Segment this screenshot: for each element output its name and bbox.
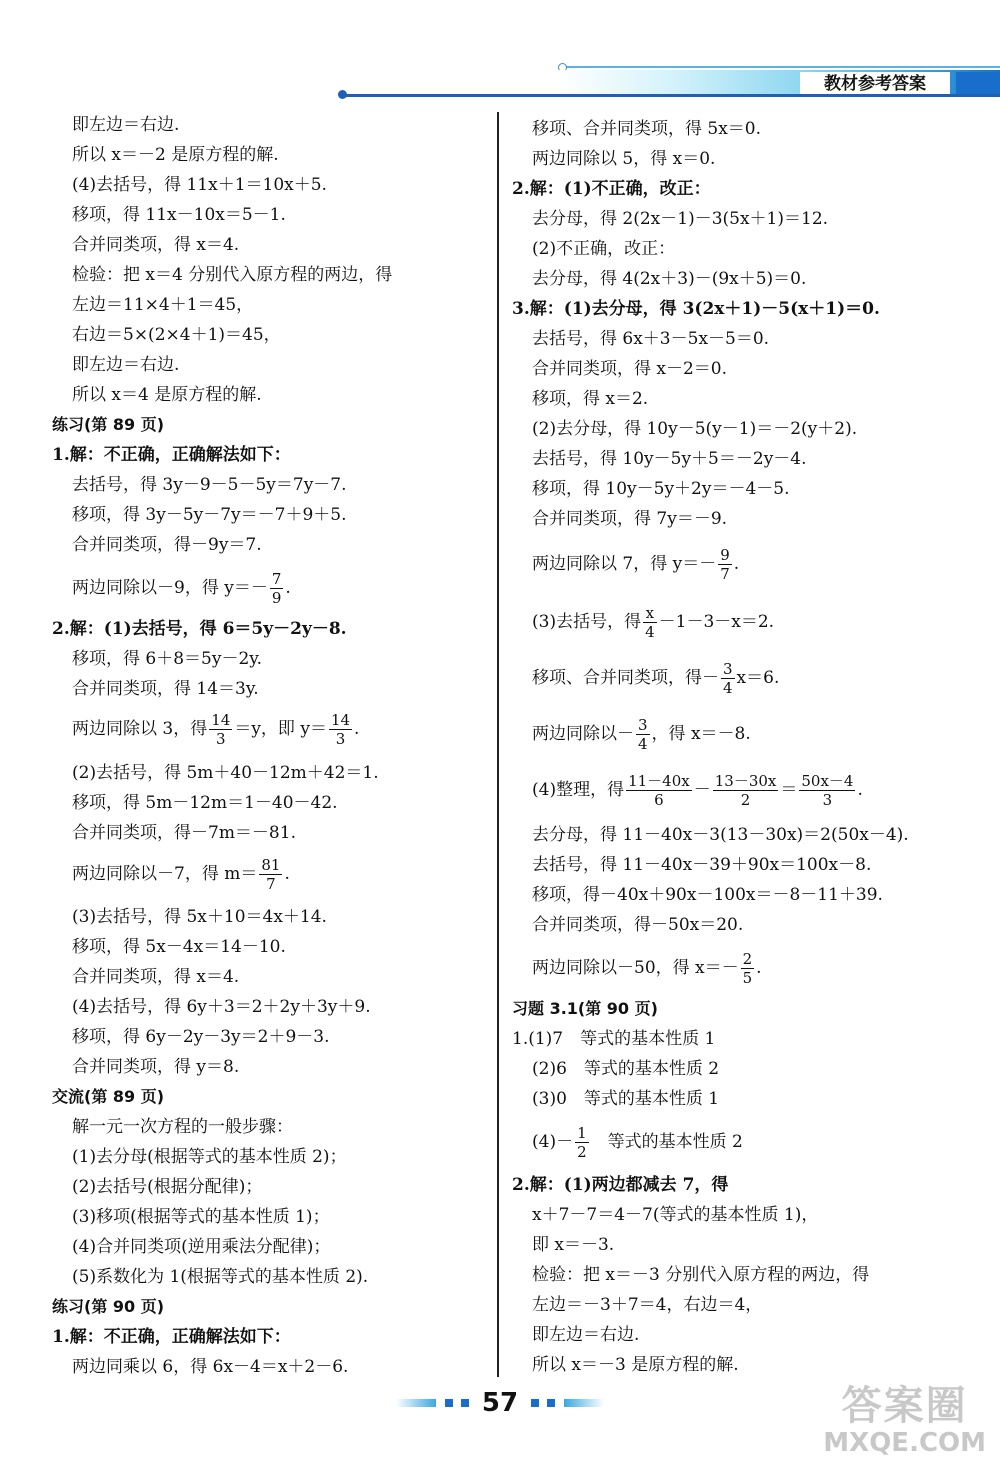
text-line: 1.(1)7 等式的基本性质 1 [512, 1029, 716, 1049]
text-line: 解一元一次方程的一般步骤： [72, 1117, 293, 1137]
math-line [532, 772, 863, 809]
text-line: 检验：把 x＝－3 分别代入原方程的两边，得 [532, 1265, 870, 1285]
problem-label: 1.解：不正确，正确解法如下： [52, 1327, 291, 1347]
math-text: 两边同除以－9，得 y＝－ [72, 578, 268, 598]
footer-decoration-right [564, 1399, 604, 1407]
text-line: 左边＝－3＋7＝4，右边＝4， [532, 1295, 763, 1315]
math-text: (4)整理，得 [532, 780, 625, 800]
text-line: 移项，得－40x＋90x－100x＝－8－11＋39. [532, 885, 883, 905]
text-line: 合并同类项，得－9y＝7. [72, 535, 262, 555]
text-line: 左边＝11×4＋1＝45， [72, 295, 254, 315]
text-line: 去括号，得 6x＋3－5x－5＝0. [532, 329, 770, 349]
text-line: 合并同类项，得 y＝8. [72, 1057, 240, 1077]
text-line: (3)移项(根据等式的基本性质 1)； [72, 1207, 330, 1227]
math-text: . [733, 554, 740, 574]
text-line: 移项，得 11x－10x＝5－1. [72, 205, 286, 225]
fraction [270, 570, 284, 607]
text-line: 合并同类项，得－7m＝－81. [72, 823, 296, 843]
footer-square [547, 1399, 555, 1407]
math-line [532, 660, 779, 697]
math-text: ，得 x＝－8. [651, 724, 751, 744]
text-line: 合并同类项，得 x＝4. [72, 967, 240, 987]
fraction [209, 711, 232, 748]
denominator: 2 [740, 791, 751, 809]
math-text: 移项、合并同类项，得－ [532, 668, 719, 688]
text-line: 去分母，得 2(2x－1)－3(5x＋1)＝12. [532, 209, 829, 229]
math-line [72, 570, 291, 607]
numerator: 1 [577, 1124, 587, 1142]
numerator: 14 [330, 711, 351, 729]
text-line: (2)去括号(根据分配律)； [72, 1177, 263, 1197]
text-line: (2)6 等式的基本性质 2 [532, 1059, 720, 1079]
text-line: 检验：把 x＝4 分别代入原方程的两边，得 [72, 265, 393, 285]
math-text: －1－3－x＝2. [658, 612, 775, 632]
section-heading: 练习(第 90 页) [52, 1297, 165, 1316]
fraction [713, 772, 779, 809]
text-line: 即左边＝右边. [72, 355, 180, 375]
denominator: 5 [742, 969, 753, 987]
text-line: (2)去括号，得 5m＋40－12m＋42＝1. [72, 763, 379, 783]
fraction [643, 604, 657, 641]
text-line: (5)系数化为 1(根据等式的基本性质 2). [72, 1267, 369, 1287]
denominator: 7 [266, 875, 276, 893]
numerator: 81 [261, 856, 281, 874]
numerator: 7 [271, 570, 282, 588]
denominator: 4 [638, 735, 648, 753]
fraction [259, 856, 282, 893]
text-line: 即左边＝右边. [532, 1325, 640, 1345]
fraction [329, 711, 352, 748]
math-text: . [857, 780, 863, 800]
denominator: 3 [216, 730, 226, 748]
text-line: (4)合并同类项(逆用乘法分配律)； [72, 1237, 331, 1257]
section-heading: 练习(第 89 页) [52, 415, 165, 434]
text-line: 右边＝5×(2×4＋1)＝45， [72, 325, 281, 345]
numerator: 11－40x [628, 772, 690, 790]
header-line [345, 94, 1000, 97]
footer-square [445, 1399, 453, 1407]
denominator: 4 [723, 679, 733, 697]
text-line: 合并同类项，得 7y＝－9. [532, 509, 728, 529]
text-line: 合并同类项，得 14＝3y. [72, 679, 259, 699]
watermark [823, 1384, 986, 1458]
math-text: (4)－ [532, 1132, 574, 1152]
text-line: 去分母，得 4(2x＋3)－(9x＋5)＝0. [532, 269, 807, 289]
math-text: 两边同除以 7，得 y＝－ [532, 554, 717, 574]
fraction [575, 1124, 589, 1161]
math-text: x＝6. [736, 668, 780, 688]
text-line: (1)去分母(根据等式的基本性质 2)； [72, 1147, 347, 1167]
text-line: 合并同类项，得－50x＝20. [532, 915, 744, 935]
text-line: 去括号，得 10y－5y＋5＝－2y－4. [532, 449, 807, 469]
text-line: 去分母，得 11－40x－3(13－30x)＝2(50x－4). [532, 825, 909, 845]
math-line [532, 716, 751, 753]
text-line: (2)不正确，改正： [532, 239, 676, 259]
math-line [532, 546, 739, 583]
text-line: 移项，得 3y－5y－7y＝－7＋9＋5. [72, 505, 347, 525]
header-title: 教材参考答案 [800, 72, 950, 96]
footer-square [531, 1399, 539, 1407]
text-line: 合并同类项，得 x＝4. [72, 235, 240, 255]
watermark-logo-text: 答案圈 [841, 1383, 968, 1429]
math-text: . [284, 864, 290, 884]
text-line: 合并同类项，得 x－2＝0. [532, 359, 728, 379]
page-number: 57 [481, 1388, 519, 1418]
section-heading: 习题 3.1(第 90 页) [512, 999, 658, 1018]
numerator: 14 [211, 711, 231, 729]
math-text: 两边同除以－50，得 x＝－ [532, 958, 739, 978]
fraction [636, 716, 650, 753]
text-line: 移项，得 6y－2y－3y＝2＋9－3. [72, 1027, 330, 1047]
text-line: 即 x＝－3. [532, 1235, 615, 1255]
numerator: 9 [720, 546, 730, 564]
numerator: x [643, 604, 657, 623]
text-line: 移项，得 10y－5y＋2y＝－4－5. [532, 479, 790, 499]
math-line [532, 950, 762, 987]
problem-label: 2.解：(1)不正确，改正： [512, 179, 711, 199]
text-line: 移项，得 5x－4x＝14－10. [72, 937, 286, 957]
denominator: 9 [271, 589, 282, 607]
text-line: 移项，得 6＋8＝5y－2y. [72, 649, 263, 669]
math-line [72, 711, 359, 748]
fraction [741, 950, 755, 987]
text-line: x＋7－7＝4－7(等式的基本性质 1)， [532, 1205, 819, 1225]
math-text: 两边同除以－ [532, 724, 634, 744]
fraction [721, 660, 735, 697]
math-text: ＝y，即 y＝ [234, 719, 327, 739]
denominator: 7 [720, 565, 730, 583]
math-line [72, 856, 290, 893]
math-line [532, 604, 774, 641]
text-line: (4)去括号，得 6y＋3＝2＋2y＋3y＋9. [72, 997, 371, 1017]
numerator: 3 [638, 716, 648, 734]
text-line: 移项，得 x＝2. [532, 389, 649, 409]
text-line: (4)去括号，得 11x＋1＝10x＋5. [72, 175, 327, 195]
math-text: 等式的基本性质 2 [590, 1132, 743, 1152]
text-line: 移项、合并同类项，得 5x＝0. [532, 119, 762, 139]
watermark-url: MXQE.COM [823, 1428, 986, 1458]
denominator: 6 [654, 791, 664, 809]
denominator: 3 [335, 730, 346, 748]
footer-decoration-left [396, 1399, 436, 1407]
numerator: 2 [742, 950, 753, 968]
column-divider [497, 112, 499, 1377]
numerator: 50x－4 [801, 772, 854, 790]
denominator: 3 [822, 791, 833, 809]
text-line: (2)去分母，得 10y－5(y－1)＝－2(y＋2). [532, 419, 858, 439]
math-line [532, 1124, 743, 1161]
numerator: 3 [723, 660, 733, 678]
text-line: 去括号，得 3y－9－5－5y＝7y－7. [72, 475, 347, 495]
math-text: . [285, 578, 291, 598]
text-line: 所以 x＝－3 是原方程的解. [532, 1355, 739, 1375]
fraction [718, 546, 732, 583]
math-text: . [756, 958, 762, 978]
header-thin-line [566, 66, 1000, 68]
numerator: 13－30x [714, 772, 777, 790]
text-line: 所以 x＝4 是原方程的解. [72, 385, 262, 405]
footer-square [461, 1399, 469, 1407]
problem-label: 2.解：(1)去括号，得 6＝5y－2y－8. [52, 619, 347, 639]
text-line: 两边同除以 5，得 x＝0. [532, 149, 716, 169]
text-line: 移项，得 5m－12m＝1－40－42. [72, 793, 338, 813]
math-text: ＝ [780, 780, 798, 800]
text-line: 即左边＝右边. [72, 115, 180, 135]
text-line: 去括号，得 11－40x－39＋90x＝100x－8. [532, 855, 872, 875]
text-line: (3)0 等式的基本性质 1 [532, 1089, 720, 1109]
section-heading: 交流(第 89 页) [52, 1087, 165, 1106]
problem-label: 3.解：(1)去分母，得 3(2x＋1)－5(x＋1)＝0. [512, 299, 880, 319]
header-blue-tab [956, 72, 1000, 96]
math-text: 两边同除以 3，得 [72, 719, 208, 739]
text-line: 两边同乘以 6，得 6x－4＝x＋2－6. [72, 1357, 349, 1377]
math-text: (3)去括号，得 [532, 612, 642, 632]
math-text: 两边同除以－7，得 m＝ [72, 864, 258, 884]
denominator: 4 [645, 623, 655, 641]
text-line: (3)去括号，得 5x＋10＝4x＋14. [72, 907, 327, 927]
fraction [799, 772, 855, 809]
denominator: 2 [577, 1143, 587, 1161]
math-text: － [693, 780, 711, 800]
problem-label: 2.解：(1)两边都减去 7，得 [512, 1175, 729, 1195]
fraction [626, 772, 692, 809]
problem-label: 1.解：不正确，正确解法如下： [52, 445, 291, 465]
text-line: 所以 x＝－2 是原方程的解. [72, 145, 279, 165]
math-text: . [354, 719, 360, 739]
